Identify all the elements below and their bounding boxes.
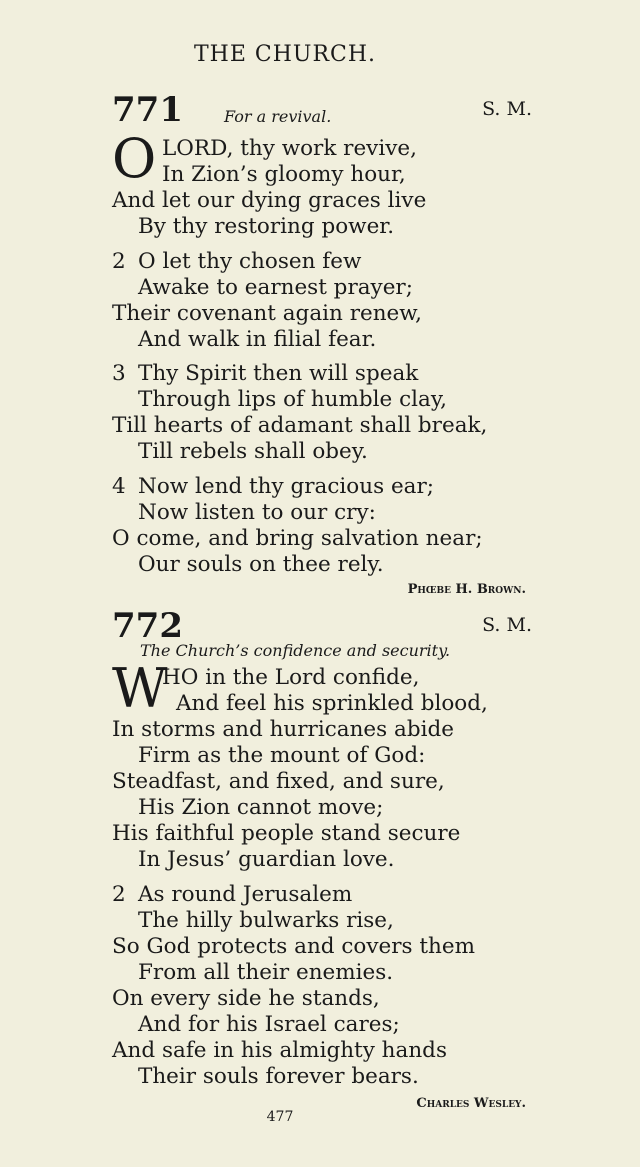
running-head: THE CHURCH.: [193, 42, 377, 67]
verse-number: 3: [112, 361, 126, 386]
hymn-number: 772: [112, 606, 183, 646]
verse-line: Awake to earnest prayer;: [138, 275, 413, 300]
verse-line: His Zion cannot move;: [138, 795, 384, 820]
verse-number: 2: [112, 882, 126, 907]
verse-line: And walk in filial fear.: [138, 327, 377, 352]
hymn-meter: S. M.: [482, 98, 532, 120]
drop-cap: O: [112, 127, 157, 190]
verse-line: Our souls on thee rely.: [138, 552, 384, 577]
verse-line: Their covenant again renew,: [112, 301, 422, 326]
verse-line: And for his Israel cares;: [138, 1012, 400, 1037]
verse-line: In Jesus’ guardian love.: [138, 847, 395, 872]
verse-line: And feel his sprinkled blood,: [176, 691, 488, 716]
verse-line: Till rebels shall obey.: [138, 439, 368, 464]
verse-line: By thy restoring power.: [138, 214, 395, 239]
verse-line: 4 Now lend thy gracious ear;: [112, 474, 435, 499]
hymn-meter: S. M.: [482, 614, 532, 636]
verse-line: On every side he stands,: [112, 986, 380, 1011]
verse-line: In Zion’s gloomy hour,: [162, 162, 406, 187]
hymn-author: Phœbe H. Brown.: [407, 582, 526, 597]
verse-line: Now listen to our cry:: [138, 500, 376, 525]
hymn-number: 771: [112, 90, 183, 130]
verse-line: 3 Thy Spirit then will speak: [112, 361, 419, 386]
verse-line: In storms and hurricanes abide: [112, 717, 454, 742]
page-number: 477: [266, 1109, 294, 1125]
verse-line: His faithful people stand secure: [112, 821, 461, 846]
verse-line: Firm as the mount of God:: [138, 743, 426, 768]
verse-line: So God protects and covers them: [112, 934, 475, 959]
drop-cap: W: [112, 657, 168, 720]
verse-line: The hilly bulwarks rise,: [138, 908, 394, 933]
verse-number: 4: [112, 474, 126, 499]
verse-line: Till hearts of adamant shall break,: [112, 413, 488, 438]
verse-line: O come, and bring salvation near;: [112, 526, 483, 551]
verse-line: Their souls forever bears.: [138, 1064, 419, 1089]
hymn-title: For a revival.: [224, 107, 332, 126]
hymn-771-header: [112, 90, 532, 130]
hymn-title: The Church’s confidence and security.: [140, 641, 451, 660]
verse-line: HO in the Lord confide,: [162, 665, 420, 690]
verse-number: 2: [112, 249, 126, 274]
verse-line: From all their enemies.: [138, 960, 394, 985]
verse-line: 2 O let thy chosen few: [112, 249, 362, 274]
verse-line: 2 As round Jerusalem: [112, 882, 353, 907]
hymn-772-header: [112, 606, 532, 646]
verse-line: Steadfast, and fixed, and sure,: [112, 769, 445, 794]
verse-line: LORD, thy work revive,: [162, 136, 417, 161]
hymn-author: Charles Wesley.: [416, 1096, 526, 1111]
verse-line: And let our dying graces live: [112, 188, 427, 213]
verse-line: And safe in his almighty hands: [112, 1038, 447, 1063]
verse-line: Through lips of humble clay,: [138, 387, 447, 412]
